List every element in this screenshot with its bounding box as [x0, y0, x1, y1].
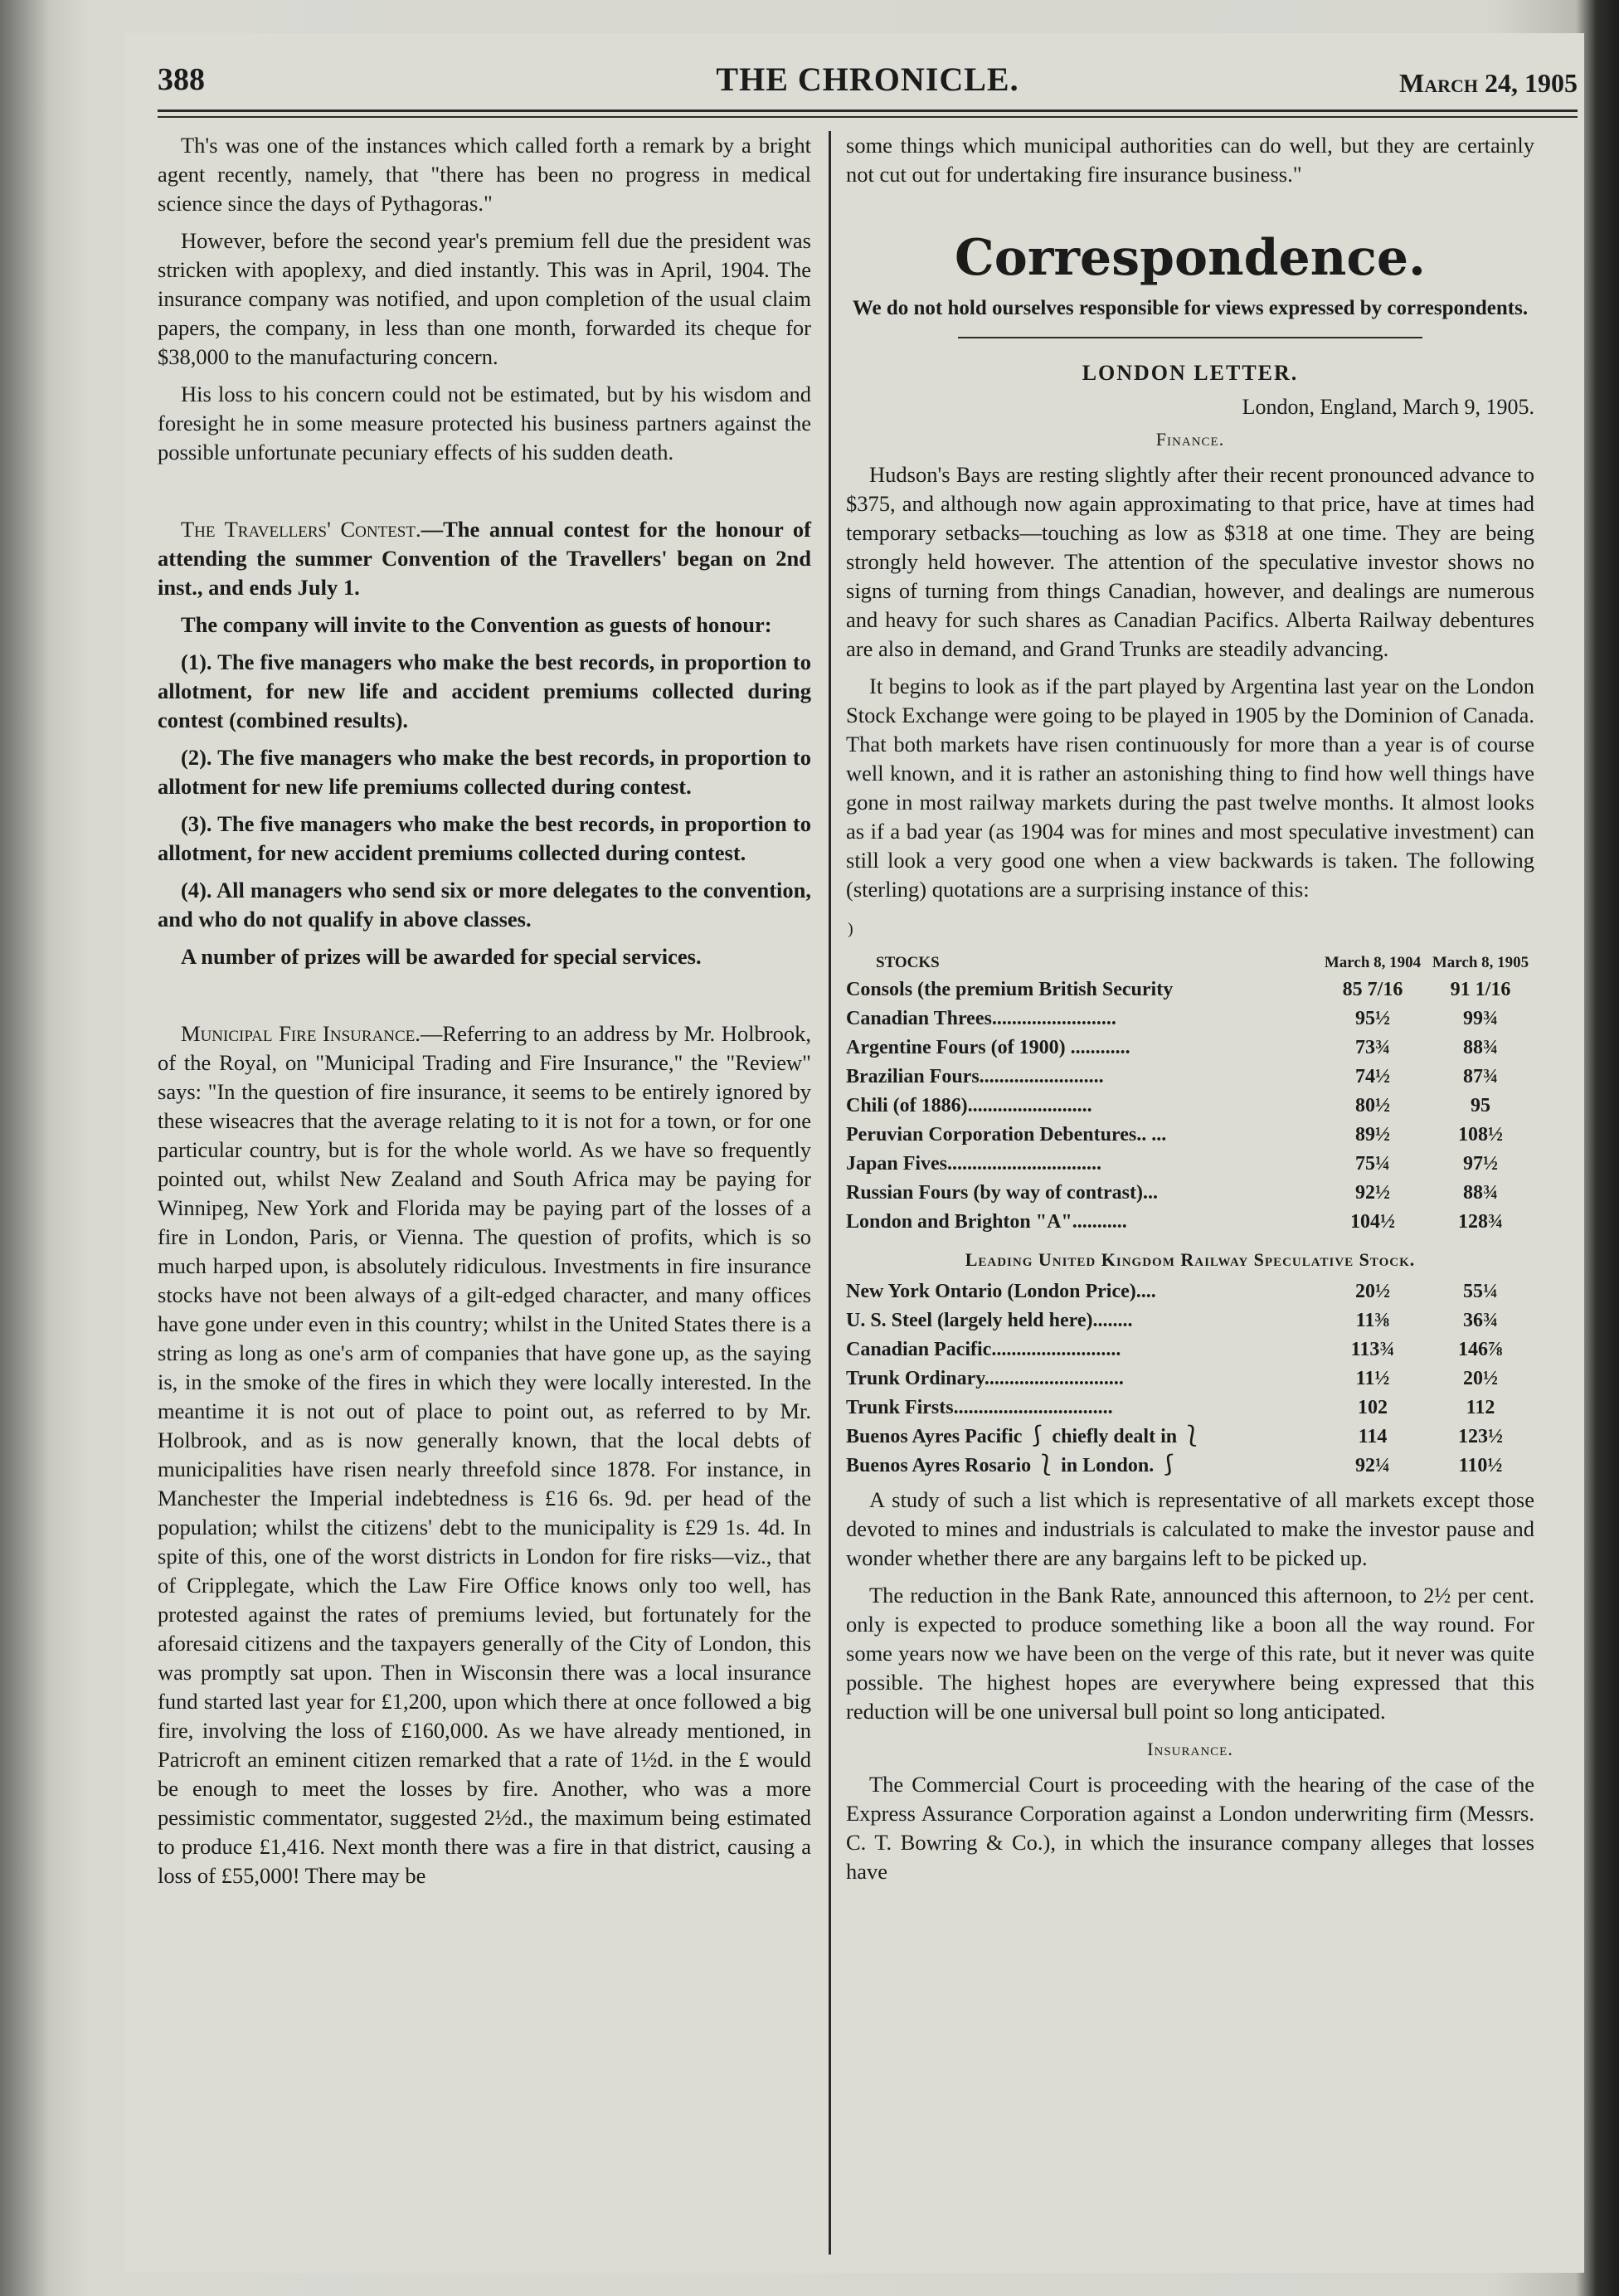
- value-1905: 87¾: [1463, 1066, 1498, 1087]
- value-1905: 95: [1471, 1095, 1490, 1116]
- column-header: STOCKS: [876, 954, 940, 971]
- right-column: [846, 131, 1534, 1895]
- value-1904: 11½: [1355, 1368, 1390, 1389]
- insurance-heading: Insurance.: [1147, 1739, 1233, 1759]
- left-column: [158, 131, 811, 1899]
- paragraph: It begins to look as if the part played by Argentina last year on the London Stock Exchange were going to be played in 1905 by the Dominion of Canada. That both markets have risen continuously for more than a year is of course well known, and it is rather an astonishing thing to find how well things have gone in most railway markets during the past twelve months. It almost looks as if a bad year (as 1904 was for mines and most speculative investment) can still look a very good one when a view backwards is taken. The following (sterling) quotations are a surprising instance of this:: [846, 674, 1534, 902]
- stock-name: Japan Fives...............................: [846, 1153, 1102, 1175]
- table-row: [846, 1034, 1534, 1063]
- paragraph: However, before the second year's premium fell due the president was stricken with apoplexy, and died instantly. This was in April, 1904. The insurance company was notified, and upon completion of the usual claim papers, the company, in less than one month, forwarded its cheque for $38,000 to the manufacturing concern.: [158, 228, 811, 369]
- stock-name: Trunk Firsts................................: [846, 1397, 1113, 1418]
- stock-name: Brazilian Fours.........................: [846, 1066, 1104, 1087]
- table-row: [846, 1364, 1534, 1394]
- value-1904: 74½: [1355, 1066, 1390, 1087]
- stock-name: Buenos Ayres Pacific ⎰ chiefly dealt in ⎱: [846, 1426, 1203, 1447]
- value-1904: 95½: [1355, 1008, 1390, 1029]
- value-1905: 128¾: [1458, 1211, 1503, 1233]
- list-item: (4). All managers who send six or more delegates to the convention, and who do not qualify in above classes.: [158, 878, 811, 932]
- value-1905: 108½: [1458, 1124, 1503, 1146]
- value-1905: 112: [1466, 1397, 1495, 1418]
- header-rule-bottom: [158, 116, 1578, 118]
- value-1904: 89½: [1355, 1124, 1390, 1146]
- dateline: London, England, March 9, 1905.: [1242, 395, 1534, 419]
- value-1905: 88¾: [1463, 1182, 1498, 1204]
- table-row: [846, 1452, 1534, 1481]
- stock-name: U. S. Steel (largely held here)........: [846, 1310, 1133, 1331]
- value-1905: 123½: [1458, 1426, 1503, 1447]
- newspaper-page: [124, 33, 1584, 2273]
- value-1904: 92½: [1355, 1182, 1390, 1204]
- section-heading: Municipal Fire Insurance.: [181, 1021, 421, 1046]
- value-1904: 104½: [1350, 1211, 1395, 1233]
- stock-name: Canadian Threes.........................: [846, 1008, 1116, 1029]
- value-1905: 99¾: [1463, 1008, 1498, 1029]
- railway-table: [846, 1277, 1534, 1481]
- table-row: [846, 1004, 1534, 1034]
- spacer: [158, 475, 811, 515]
- quotations-table: [846, 951, 1534, 1237]
- column-header: March 8, 1904: [1324, 954, 1422, 971]
- value-1904: 92¼: [1355, 1455, 1390, 1476]
- value-1905: 20½: [1463, 1368, 1498, 1389]
- paragraph: The company will invite to the Convention as guests of honour:: [181, 612, 772, 637]
- list-item: (2). The five managers who make the best records, in proportion to allotment for new life premiums collected during contest.: [158, 745, 811, 799]
- table-row: [846, 1179, 1534, 1208]
- paragraph: A study of such a list which is representative of all markets except those devoted to mines and industrials is calculated to make the investor pause and wonder whether there are any bargains left to be picked up.: [846, 1487, 1534, 1570]
- value-1904: 113¾: [1350, 1339, 1395, 1360]
- london-letter-title: LONDON LETTER.: [1082, 361, 1299, 385]
- paragraph: The Commercial Court is proceeding with the hearing of the case of the Express Assurance Corporation against a London underwriting firm (Messrs. C. T. Bowring & Co.), in which the insurance company alleges that losses have: [846, 1772, 1534, 1884]
- stray-mark: ): [848, 920, 853, 938]
- stock-name: Consols (the premium British Security: [846, 979, 1174, 1000]
- column-divider: [829, 131, 831, 2255]
- stock-name: Russian Fours (by way of contrast)...: [846, 1182, 1159, 1204]
- travellers-contest-paragraph: The Travellers' Contest.—The annual contest for the honour of attending the summer Convention of the Travellers' began on 2nd inst., and ends July 1.: [158, 517, 811, 600]
- municipal-fire-paragraph: Municipal Fire Insurance.—Referring to an address by Mr. Holbrook, of the Royal, on "Municipal Trading and Fire Insurance," the "Review" says: "In the question of fire insurance, it seems to be entirely ignored by these wiseacres that the average relating to it is not for a town, or for one particular country, but is for the whole world. As we have so frequently pointed out, whilst New Zealand and South Africa may be paying for Winnipeg, New York and Florida may be paying part of the losses of a fire in London, Paris, or Vienna. The question of profits, which is so much harped upon, is absolutely ridiculous. Investments in fire insurance stocks have not been always of a gilt-edged character, and many offices have gone under even in this country; whilst in the United States there is a string as long as one's arm of companies that have gone up, as the saying is, in the smoke of the fires in which they were locally interested. In the meantime it is not out of place to point out, as referred to by Mr. Holbrook, and as is now generally known, that the local debts of municipalities have risen nearly threefold since 1878. For instance, in Manchester the Imperial indebtedness is £16 6s. 9d. per head of the population; whilst the citizens' debt to the municipality is £29 1s. 4d. In spite of this, one of the worst districts in London for fire risks—viz., that of Cripplegate, which the Law Fire Office knows only too well, has protested against the rates of premiums levied, but fortunately for the aforesaid citizens and the taxpayers generally of the City of London, this was promptly sat upon. Then in Wisconsin there was a local insurance fund started last year for £1,200, upon which there at once followed a big fire, involving the loss of £160,000. As we have already mentioned, in Patricroft an eminent citizen remarked that a rate of 1½d. in the £ would be enough to meet the losses by fire. Another, who was a more pessimistic commentator, suggested 2½d., the maximum being estimated to produce £1,416. Next month there was a fire in that district, causing a loss of £55,000! There may be: [158, 1021, 811, 1888]
- finance-heading: Finance.: [1155, 429, 1225, 450]
- value-1905: 55¼: [1463, 1281, 1498, 1302]
- correspondence-title: Correspondence.: [955, 229, 1426, 287]
- value-1905: 110½: [1458, 1455, 1503, 1476]
- table-header-row: [846, 951, 1534, 975]
- list-item: (3). The five managers who make the best records, in proportion to allotment, for new accident premiums collected during contest.: [158, 811, 811, 865]
- paragraph: A number of prizes will be awarded for special services.: [181, 944, 702, 969]
- value-1905: 91 1/16: [1450, 979, 1511, 1000]
- section-heading: The Travellers' Contest.: [181, 517, 421, 542]
- value-1905: 36¾: [1463, 1310, 1498, 1331]
- paragraph: Hudson's Bays are resting slightly after their recent pronounced advance to $375, and although now again approximating to that price, have at times had temporary setbacks—touching as low as $318 at one time. They are being strongly held however. The attention of the speculative investor shows no signs of turning from things Canadian, however, and dealings are numerous and heavy for such shares as Canadian Pacifics. Alberta Railway debentures are also in demand, and Grand Trunks are steadily advancing.: [846, 462, 1534, 661]
- stock-name: Chili (of 1886).........................: [846, 1095, 1092, 1116]
- value-1904: 20½: [1355, 1281, 1390, 1302]
- stock-name: Canadian Pacific..........................: [846, 1339, 1121, 1360]
- stock-name: London and Brighton "A"...........: [846, 1211, 1127, 1233]
- divider: [958, 337, 1422, 338]
- table-row: [846, 1063, 1534, 1092]
- value-1904: 114: [1358, 1426, 1388, 1447]
- stock-name: Buenos Ayres Rosario ⎱ in London. ⎰: [846, 1455, 1179, 1476]
- table-row: [846, 975, 1534, 1004]
- spacer: [158, 980, 811, 1019]
- table-row: [846, 1335, 1534, 1364]
- value-1904: 73¾: [1355, 1037, 1390, 1058]
- paragraph: some things which municipal authorities can do well, but they are certainly not cut out for undertaking fire insurance business.": [846, 133, 1534, 187]
- railway-table-body: [846, 1277, 1534, 1481]
- list-item: (1). The five managers who make the best records, in proportion to allotment, for new life and accident premiums collected during contest (combined results).: [158, 649, 811, 732]
- page-header: [158, 56, 1578, 106]
- stock-name: New York Ontario (London Price)....: [846, 1281, 1156, 1302]
- value-1904: 85 7/16: [1342, 979, 1403, 1000]
- page-number: 388: [158, 62, 205, 97]
- stock-name: Trunk Ordinary............................: [846, 1368, 1124, 1389]
- value-1904: 102: [1358, 1397, 1388, 1418]
- paragraph: The reduction in the Bank Rate, announced this afternoon, to 2½ per cent. only is expected to produce something like a boon all the way round. For some years now we have been on the verge of this rate, but it never was quite possible. The highest hopes are everywhere being expressed that this reduction will be one universal bull point so long anticipated.: [846, 1583, 1534, 1724]
- stock-name: Argentine Fours (of 1900) ............: [846, 1037, 1130, 1058]
- table-row: [846, 1423, 1534, 1452]
- header-rule-top: [158, 109, 1578, 112]
- table-row: [846, 1394, 1534, 1423]
- paragraph: Th's was one of the instances which called forth a remark by a bright agent recently, namely, that "there has been no progress in medical science since the days of Pythagoras.": [158, 133, 811, 216]
- value-1905: 88¾: [1463, 1037, 1498, 1058]
- table-row: [846, 1121, 1534, 1150]
- stock-name: Peruvian Corporation Debentures.. ...: [846, 1124, 1167, 1146]
- issue-date: March 24, 1905: [1399, 68, 1578, 98]
- table-row: [846, 1092, 1534, 1121]
- table-row: [846, 1306, 1534, 1335]
- value-1905: 97½: [1463, 1153, 1498, 1175]
- table-row: [846, 1150, 1534, 1179]
- table-row: [846, 1208, 1534, 1237]
- publication-title: THE CHRONICLE.: [716, 61, 1019, 98]
- table-row: [846, 1277, 1534, 1306]
- column-header: March 8, 1905: [1432, 954, 1529, 971]
- value-1904: 80½: [1355, 1095, 1390, 1116]
- value-1905: 146⅞: [1458, 1339, 1503, 1360]
- value-1904: 75¼: [1355, 1153, 1390, 1175]
- correspondence-disclaimer: We do not hold ourselves responsible for views expressed by correspondents.: [852, 297, 1529, 319]
- paragraph: His loss to his concern could not be estimated, but by his wisdom and foresight he in some measure protected his business partners against the possible unfortunate pecuniary effects of his sudden death.: [158, 382, 811, 465]
- value-1904: 11⅜: [1355, 1310, 1390, 1331]
- railway-section-heading: Leading United Kingdom Railway Speculative Stock.: [965, 1249, 1416, 1270]
- stocks-table-body: [846, 951, 1534, 1237]
